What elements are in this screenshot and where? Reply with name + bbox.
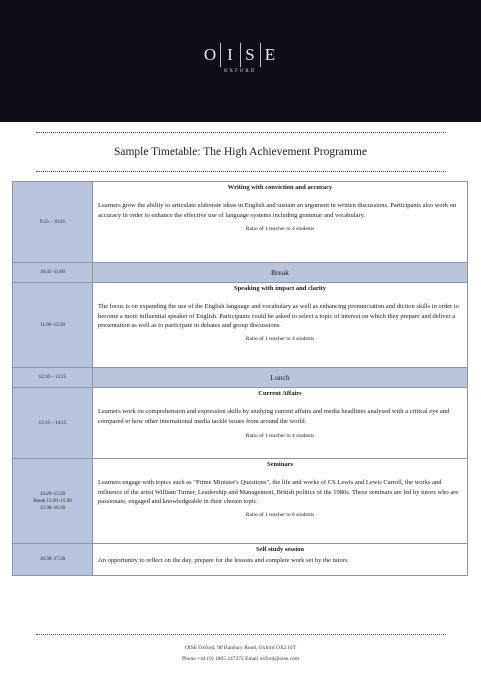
logo-letter-o: O <box>203 45 217 64</box>
session-ratio: Ratio of 1 teacher to 4 students <box>245 433 315 440</box>
session-title: Current Affairs <box>258 390 302 397</box>
logo-divider <box>220 43 221 67</box>
logo-divider <box>240 43 241 67</box>
session-title: Writing with conviction and accuracy <box>227 184 333 191</box>
lunch-row <box>13 368 468 388</box>
logo-subtitle: OXFORD <box>223 69 257 74</box>
session-cell <box>93 182 468 263</box>
time-cell: 11:00–12:30 <box>13 283 93 368</box>
session-cell <box>93 544 468 576</box>
title-dotted-divider <box>36 171 446 172</box>
session-cell <box>93 283 468 368</box>
session-description: The focus is on expanding the use of the English language and vocabulary as well as enhancing pronunciation and diction skills in order to become a more influential speaker of English. Participants could be asked to select a topic of interest on which they prepare and deliver a presentation as well as to participate in debates and group discussions. <box>98 303 459 330</box>
session-title: Seminars <box>267 461 293 468</box>
lunch-label: Lunch <box>93 368 468 388</box>
timetable <box>12 181 468 576</box>
time-line: 14:20–15:20 <box>39 491 66 497</box>
time-cell: 13:15 – 14:15 <box>13 388 93 459</box>
page-title: Sample Timetable: The High Achievement Programme <box>113 146 368 158</box>
time-line: Break 15:20–15:30 <box>33 498 72 504</box>
session-cell <box>93 459 468 544</box>
session-ratio: Ratio of 1 teacher to 4 students <box>245 226 315 233</box>
time-cell: 12:30 – 13:15 <box>13 368 93 388</box>
break-label: Break <box>93 263 468 283</box>
logo-letter-e: E <box>264 45 276 64</box>
time-cell: 10:45–11:00 <box>13 263 93 283</box>
header-banner <box>0 0 481 122</box>
time-line: 15:30–16:30 <box>39 505 66 511</box>
logo-divider <box>260 43 261 67</box>
logo-letter-i: I <box>227 45 233 64</box>
footer-contact: Phone +44 (0) 1865 247272 Email oxford@oise.com <box>181 656 300 662</box>
session-ratio: Ratio of 1 teacher to 8 students <box>245 511 315 518</box>
session-row-current-affairs <box>13 388 468 459</box>
session-row-writing <box>13 182 468 263</box>
footer-address: OISE Oxford, 90 Banbury Road, Oxford OX2 6JT <box>184 645 297 651</box>
time-cell: 9:15 – 10:45 <box>13 182 93 263</box>
session-row-seminars <box>13 459 468 544</box>
top-dotted-divider <box>36 132 446 133</box>
footer-dotted-divider <box>36 634 446 635</box>
session-cell <box>93 388 468 459</box>
break-row <box>13 263 468 283</box>
session-title: Speaking with impact and clarity <box>233 285 327 292</box>
oise-logo <box>200 42 280 74</box>
session-row-self-study <box>13 544 468 576</box>
session-title: Self study session <box>255 546 305 553</box>
session-ratio: Ratio of 1 teacher to 4 students <box>245 335 315 342</box>
session-row-speaking <box>13 283 468 368</box>
session-description: Learners engage with topics such as "Prime Minister's Questions", the life and works of CS Lewis and Lewis Carroll, the works and influence of the artist William Turner, Leadership and Management, British politics of the 1980s. These seminars are led by tutors who are passionate, engaged and knowledgeable in their chosen topic. <box>98 479 459 506</box>
time-cell: 16:30–17:30 <box>13 544 93 576</box>
session-description: An opportunity to reflect on the day, prepare for the lessons and complete work set by the tutors. <box>98 557 350 564</box>
session-description: Learners grow the ability to articulate elaborate ideas in English and sustain an argument in written discussions. Participants also work on accuracy in order to enhance the effective use of language systems including grammar and vocabulary. <box>98 202 457 219</box>
session-description: Learners work on comprehension and expression skills by studying current affairs and media headlines analysed with a critical eye and compared to how other international media tackle issues from around the world. <box>98 408 450 425</box>
logo-letter-s: S <box>245 45 255 64</box>
time-cell <box>13 459 93 544</box>
